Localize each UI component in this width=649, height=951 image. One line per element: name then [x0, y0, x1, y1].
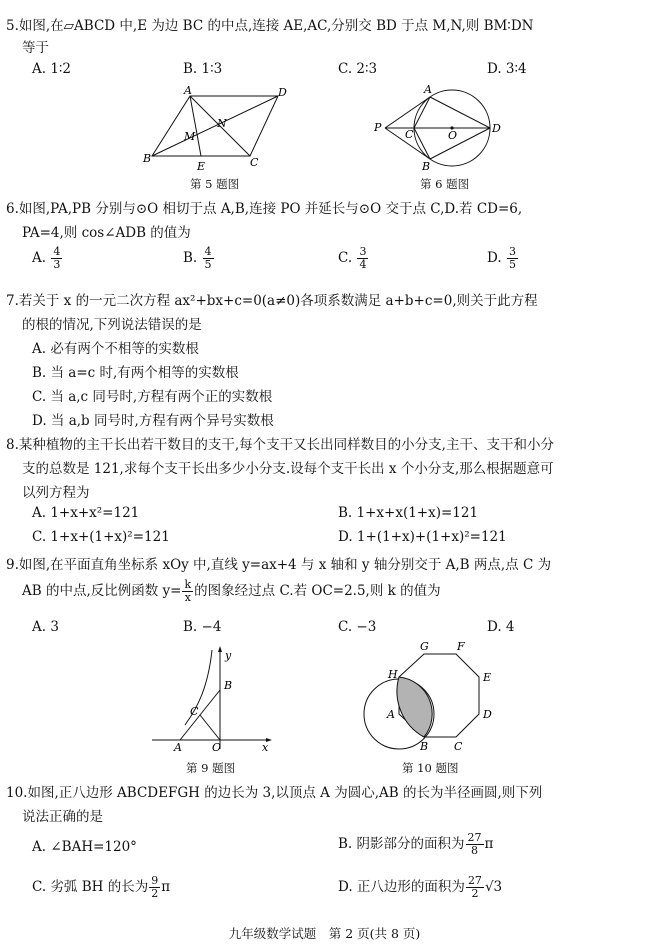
- q10-label-d: D: [483, 708, 492, 721]
- q10-option-c: C. 劣弧 BH 的长为 $\frac{9}{2}$ π: [32, 874, 171, 900]
- q10-stem-line2: 说法正确的是: [22, 809, 103, 825]
- q10-stem-line1: 10.如图,正八边形 ABCDEFGH 的边长为 3,以顶点 A 为圆心,AB 的长为半径画圆,则下列: [6, 785, 543, 801]
- q7-option-d: D. 当 a,b 同号时,方程有两个异号实数根: [32, 413, 274, 429]
- page-footer: 九年级数学试题 第 2 页(共 8 页): [228, 926, 421, 941]
- q8-stem-line1: 8.某种植物的主干长出若干数目的支干,每个支干又长出同样数目的小分支,主干、支干和小分: [6, 437, 554, 453]
- q5-figure: [140, 84, 300, 174]
- q8-option-a: A. 1+x+x²=121: [32, 505, 140, 521]
- q9-option-d: D. 4: [487, 619, 515, 635]
- q8-option-b: B. 1+x+x(1+x)=121: [338, 505, 479, 521]
- q5-figure-caption: 第 5 题图: [190, 177, 240, 191]
- q10-label-e: E: [483, 671, 492, 684]
- q6-figure: [370, 82, 510, 174]
- q5-label-a: A: [184, 84, 192, 97]
- q10-option-a: A. ∠BAH=120°: [32, 839, 137, 855]
- q6-label-o: O: [448, 129, 458, 142]
- q9-label-b: B: [224, 679, 233, 692]
- q10-label-h: H: [388, 668, 398, 681]
- q10-label-f: F: [457, 640, 465, 653]
- q5-stem-line1: 5.如图,在▱ABCD 中,E 为边 BC 的中点,连接 AE,AC,分别交 BD 于点 M,N,则 BM∶DN: [6, 18, 534, 34]
- q10-figure: [360, 640, 510, 760]
- q8-stem-line2: 支的总数是 121,求每个支干长出多少小分支.设每个支干长出 x 个小分支,那么根据题意可: [22, 461, 554, 477]
- q5-option-d: D. 3∶4: [487, 61, 527, 77]
- q7-option-c: C. 当 a,c 同号时,方程有两个正的实数根: [32, 389, 273, 405]
- q6-label-c: C: [405, 128, 414, 141]
- q5-label-m: M: [184, 130, 196, 143]
- q9-label-a: A: [174, 741, 182, 754]
- q9-label-y: y: [225, 649, 232, 662]
- q6-figure-caption: 第 6 题图: [420, 177, 470, 191]
- q5-label-b: B: [143, 152, 152, 165]
- q6-option-b: B. $\frac{4}{5}$: [183, 245, 212, 271]
- q7-option-b: B. 当 a=c 时,有两个相等的实数根: [32, 365, 239, 381]
- q5-option-b: B. 1∶3: [183, 61, 223, 77]
- q9-stem-line2: AB 的中点,反比例函数 y= $\frac{k}{x}$ 的图象经过点 C.若 OC=2.5,则 k 的值为: [22, 578, 441, 604]
- q5-option-a: A. 1∶2: [32, 61, 72, 77]
- q6-stem-line2: PA=4,则 cos∠ADB 的值为: [22, 225, 191, 241]
- q10-label-c: C: [454, 740, 463, 753]
- q7-stem-line2: 的根的情况,下列说法错误的是: [22, 317, 202, 333]
- q6-label-p: P: [374, 121, 382, 134]
- q9-option-a: A. 3: [32, 619, 59, 635]
- q10-label-b: B: [420, 740, 429, 753]
- q10-label-a: A: [387, 708, 395, 721]
- q9-option-b: B. −4: [183, 619, 222, 635]
- q6-label-a: A: [424, 83, 432, 96]
- q7-stem-line1: 7.若关于 x 的一元二次方程 ax²+bx+c=0(a≠0)各项系数满足 a+b+c=0,则关于此方程: [6, 293, 538, 309]
- q5-label-c: C: [250, 156, 259, 169]
- q8-option-c: C. 1+x+(1+x)²=121: [32, 529, 170, 545]
- q9-figure: [150, 645, 275, 755]
- q9-label-o: O: [212, 741, 222, 754]
- q10-figure-caption: 第 10 题图: [402, 761, 459, 775]
- q6-option-c: C. $\frac{3}{4}$: [338, 245, 367, 271]
- q5-label-n: N: [217, 117, 227, 130]
- q10-option-b: B. 阴影部分的面积为 $\frac{27}{8}$ π: [338, 831, 494, 857]
- q10-label-g: G: [420, 640, 429, 653]
- q5-option-c: C. 2∶3: [338, 61, 378, 77]
- q6-option-d: D. $\frac{3}{5}$: [487, 245, 516, 271]
- q8-option-d: D. 1+(1+x)+(1+x)²=121: [338, 529, 507, 545]
- q6-stem-line1: 6.如图,PA,PB 分别与⊙O 相切于点 A,B,连接 PO 并延长与⊙O 交于点 C,D.若 CD=6,: [6, 201, 523, 217]
- q8-stem-line3: 以列方程为: [22, 485, 90, 501]
- q6-label-b: B: [422, 160, 431, 173]
- q5-label-e: E: [197, 160, 206, 173]
- q5-stem-line2: 等于: [22, 40, 49, 56]
- q6-label-d: D: [492, 122, 501, 135]
- q9-label-x: x: [262, 741, 269, 754]
- q9-label-c: C: [190, 705, 199, 718]
- q9-figure-caption: 第 9 题图: [186, 761, 236, 775]
- q10-option-d: D. 正八边形的面积为 $\frac{27}{2}$ √3: [338, 874, 503, 900]
- q7-option-a: A. 必有两个不相等的实数根: [32, 341, 199, 357]
- q9-option-c: C. −3: [338, 619, 377, 635]
- q9-stem-line1: 9.如图,在平面直角坐标系 xOy 中,直线 y=ax+4 与 x 轴和 y 轴分别交于 A,B 两点,点 C 为: [6, 557, 552, 573]
- q5-label-d: D: [278, 86, 287, 99]
- q6-option-a: A. $\frac{4}{3}$: [32, 245, 61, 271]
